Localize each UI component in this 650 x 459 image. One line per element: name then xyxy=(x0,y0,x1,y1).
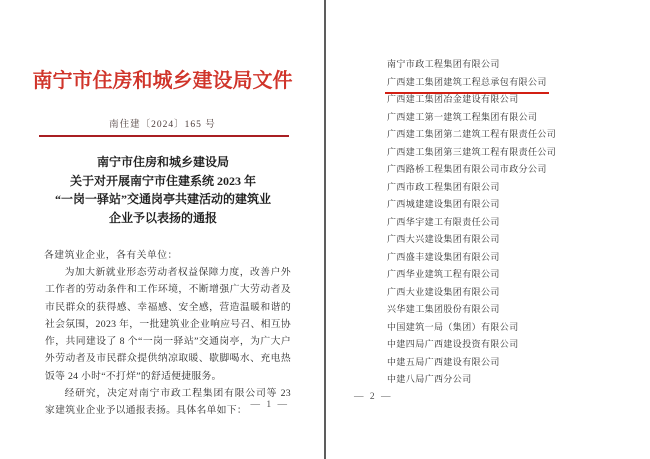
company-list-item: 中国建筑一局（集团）有限公司 xyxy=(387,321,519,332)
company-list-item-highlighted: 广西建工集团建筑工程总承包有限公司 xyxy=(387,74,637,92)
company-list-item: 南宁市政工程集团有限公司 xyxy=(387,59,500,69)
company-list-item: 广西建工集团第二建筑工程有限责任公司 xyxy=(387,129,557,139)
salutation: 各建筑业企业，各有关单位： xyxy=(44,250,178,261)
document-title-line: 企业予以表扬的通报 xyxy=(108,210,217,225)
company-list-item: 中建四局广西建设投资有限公司 xyxy=(387,339,519,349)
body-paragraph: 经研究，决定对南宁市政工程集团有限公司等 23 家建筑业企业予以通报表扬。具体名单如下： xyxy=(45,388,291,417)
company-list-item: 中建八局广西分公司 xyxy=(387,374,472,384)
page-number-2: — 2 — xyxy=(354,392,393,402)
body-paragraph: 为加大新就业形态劳动者权益保障力度，改善户外工作者的劳动条件和工作环境，不断增强广大劳动者及市民群众的获得感、幸福感、安全感，营造温暖和谐的社会氛围，2023 年，一批建筑业企业响应号召、相互协作，共同建设了 8 个“一岗一驿站”交通岗亭，为广大户外劳动者及市民群众提供纳凉取暖、歇脚喝水、充电热饭等 24 小时“不打烊”的舒适便捷服务。 xyxy=(45,267,291,382)
document-number: 南住建〔2024〕165 号 xyxy=(109,120,216,130)
company-list-item: 广西盛丰建设集团有限公司 xyxy=(387,251,500,262)
page-number-1: — 1 — xyxy=(250,400,289,410)
document-title xyxy=(18,153,308,227)
company-list-item: 广西大业建设集团有限公司 xyxy=(387,286,500,297)
company-list-item: 广西建工第一建筑工程集团有限公司 xyxy=(387,111,538,122)
company-list-item: 广西路桥工程集团有限公司市政分公司 xyxy=(387,164,547,174)
company-list-item: 广西华业建筑工程有限公司 xyxy=(387,269,500,279)
document-title-line: 关于对开展南宁市住建系统 2023 年 xyxy=(69,173,256,188)
company-list xyxy=(387,56,637,389)
company-list-item: 广西建工集团第三建筑工程有限责任公司 xyxy=(387,146,557,157)
company-list-item: 广西建工集团冶金建设有限公司 xyxy=(387,94,519,104)
agency-header: 南宁市住房和城乡建设局文件 xyxy=(32,70,293,92)
red-divider-rule xyxy=(39,135,289,137)
document-title-line: 南宁市住房和城乡建设局 xyxy=(96,155,229,169)
company-list-item: 广西大兴建设集团有限公司 xyxy=(387,234,500,244)
company-list-item: 广西城建建设集团有限公司 xyxy=(387,199,500,209)
company-list-item: 中建五局广西建设有限公司 xyxy=(387,356,500,367)
document-page-2 xyxy=(326,0,650,459)
company-list-item: 广西市政工程集团有限公司 xyxy=(387,181,500,192)
document-title-line: “一岗一驿站”交通岗亭共建活动的建筑业 xyxy=(54,192,271,206)
company-list-item: 兴华建工集团股份有限公司 xyxy=(387,304,500,314)
document-body xyxy=(45,264,291,420)
company-list-item: 广西华宇建工有限责任公司 xyxy=(387,216,500,227)
